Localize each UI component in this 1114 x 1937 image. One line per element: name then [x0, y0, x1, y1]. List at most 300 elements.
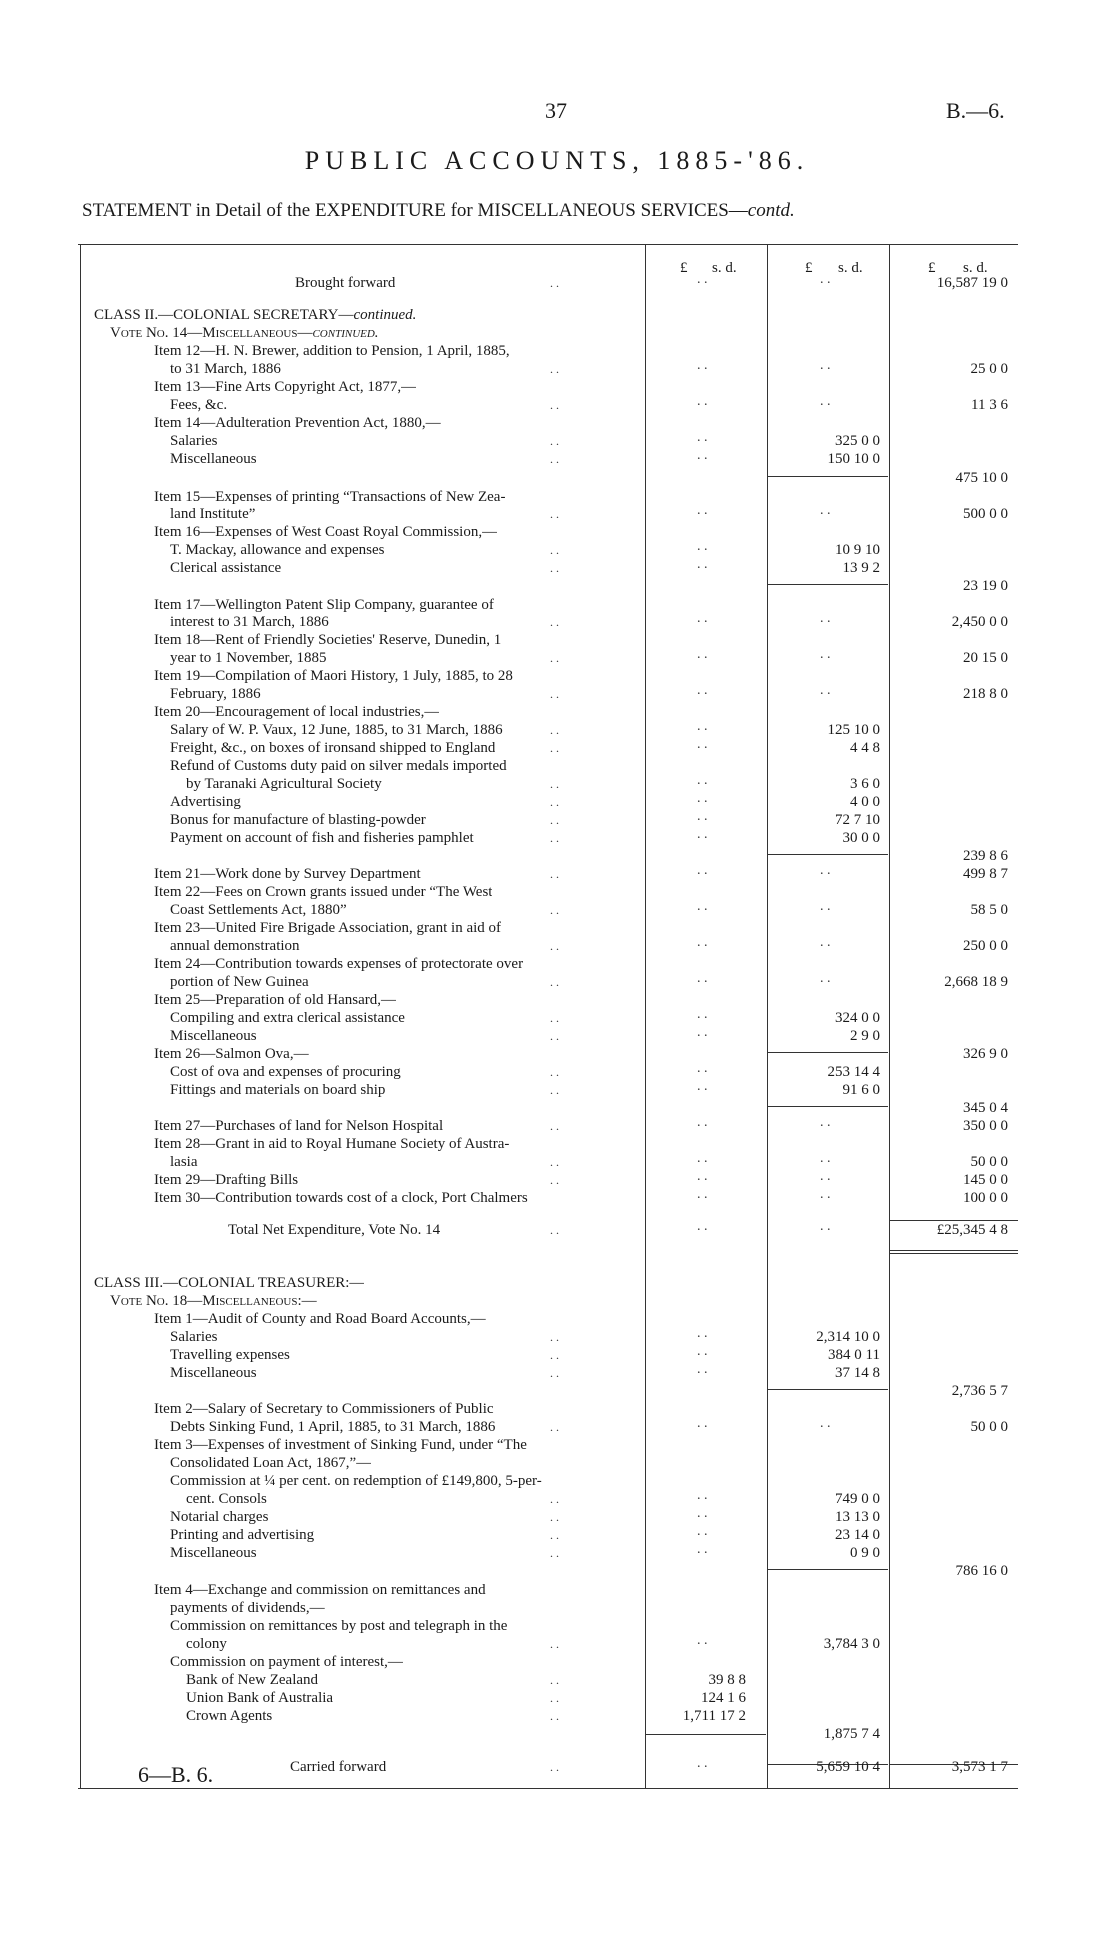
ledger-row	[80, 1117, 1020, 1135]
amount-col3: 2,736 5 7	[951, 1383, 1008, 1399]
row-text: Item 16—Expenses of West Coast Royal Commission,—	[154, 524, 498, 540]
row-text: Item 27—Purchases of land for Nelson Hospital	[154, 1118, 444, 1134]
ledger-row	[80, 1599, 1020, 1617]
col2-blank-marker: . .	[820, 1187, 831, 1202]
ledger-row	[80, 306, 1020, 324]
amount-col3: 58 5 0	[970, 902, 1008, 918]
col1-blank-marker: . .	[697, 611, 708, 626]
dot-leader: . .	[550, 1223, 559, 1237]
dot-leader: . .	[550, 362, 559, 376]
col1-blank-marker: . .	[697, 557, 708, 572]
ledger-row	[80, 901, 1020, 919]
amount-col2: 3 6 0	[850, 776, 880, 792]
row-text: Item 29—Drafting Bills	[154, 1172, 299, 1188]
ledger-row	[80, 1081, 1020, 1099]
ledger-row	[80, 1418, 1020, 1436]
row-description	[154, 1581, 486, 1599]
ledger-row	[80, 1027, 1020, 1045]
ledger-row	[80, 1171, 1020, 1189]
ledger-row	[80, 1653, 1020, 1671]
ledger-row	[80, 1617, 1020, 1635]
ledger-row	[80, 541, 1020, 559]
col2-blank-marker: . .	[820, 358, 831, 373]
row-text: Item 22—Fees on Crown grants issued under “The West	[154, 884, 493, 900]
row-description	[170, 505, 255, 523]
row-description	[170, 901, 347, 919]
ledger-row	[80, 991, 1020, 1009]
ledger-row	[80, 432, 1020, 450]
amount-col3: 11 3 6	[971, 397, 1008, 413]
dot-leader: . .	[550, 1510, 559, 1524]
amount-col2: 30 0 0	[842, 830, 880, 846]
ledger-row	[80, 883, 1020, 901]
col2-blank-marker: . .	[820, 683, 831, 698]
col1-blank-marker: . .	[697, 448, 708, 463]
col2-blank-marker: . .	[820, 863, 831, 878]
amount-col2: 3,784 3 0	[823, 1636, 880, 1652]
amount-col3: 20 15 0	[963, 650, 1008, 666]
row-text: Item 20—Encouragement of local industries,—	[154, 704, 440, 720]
row-description	[170, 649, 326, 667]
row-text: Miscellaneous	[170, 1545, 257, 1561]
ledger-row	[80, 811, 1020, 829]
amount-col3: 500 0 0	[963, 506, 1008, 522]
row-text: Fees, &c.	[170, 397, 228, 413]
row-description	[154, 378, 416, 396]
row-text: Union Bank of Australia	[186, 1690, 334, 1706]
row-description	[110, 1292, 317, 1310]
row-description	[170, 450, 257, 468]
row-text: Item 13—Fine Arts Copyright Act, 1877,—	[154, 379, 417, 395]
row-description	[170, 1063, 401, 1081]
row-text: Item 21—Work done by Survey Department	[154, 866, 421, 882]
ledger-row	[80, 721, 1020, 739]
ledger-row	[80, 685, 1020, 703]
row-text: Crown Agents	[186, 1708, 273, 1724]
ledger-row	[80, 450, 1020, 468]
ledger-row	[80, 919, 1020, 937]
col1-blank-marker: . .	[697, 935, 708, 950]
row-text: Payment on account of fish and fisheries pamphlet	[170, 830, 474, 846]
row-description	[110, 324, 379, 342]
col2-blank-marker: . .	[820, 1169, 831, 1184]
amount-col3: 16,587 19 0	[936, 275, 1008, 291]
dot-leader: . .	[550, 975, 559, 989]
dot-leader: . .	[550, 1492, 559, 1506]
row-description	[170, 1599, 325, 1617]
row-description	[170, 685, 261, 703]
table-bottom-rule	[78, 1788, 1018, 1789]
col1-blank-marker: . .	[697, 539, 708, 554]
page-title: PUBLIC ACCOUNTS, 1885-'86.	[304, 146, 810, 175]
amount-col2: 325 0 0	[835, 433, 880, 449]
col1-blank-marker: . .	[697, 827, 708, 842]
ledger-row	[80, 1436, 1020, 1454]
col1-blank-marker: . .	[697, 1025, 708, 1040]
dot-leader: . .	[550, 1673, 559, 1687]
ledger-row	[80, 973, 1020, 991]
dot-leader: . .	[550, 434, 559, 448]
ledger-row	[80, 1364, 1020, 1382]
row-description	[154, 1117, 443, 1135]
ledger-row	[80, 1758, 1020, 1776]
ledger-row	[80, 1562, 1020, 1580]
row-text: Item 24—Contribution towards expenses of protectorate over	[154, 956, 524, 972]
ledger-row	[80, 775, 1020, 793]
dot-leader: . .	[550, 1029, 559, 1043]
subtitle-main: STATEMENT in Detail of the EXPENDITURE for MISCELLANEOUS SERVICES—	[82, 200, 748, 221]
ledger-row	[80, 757, 1020, 775]
col1-blank-marker: . .	[697, 430, 708, 445]
dot-leader: . .	[550, 507, 559, 521]
dot-leader: . .	[550, 561, 559, 575]
amount-col2: 0 9 0	[850, 1545, 880, 1561]
row-text: Travelling expenses	[170, 1347, 290, 1363]
col2-blank-marker: . .	[820, 272, 831, 287]
col1-blank-marker: . .	[697, 1007, 708, 1022]
ledger-row	[80, 396, 1020, 414]
col2-blank-marker: . .	[820, 971, 831, 986]
amount-col2: 150 10 0	[827, 451, 880, 467]
row-text: to 31 March, 1886	[170, 361, 281, 377]
col2-blank-marker: . .	[820, 935, 831, 950]
col1-blank-marker: . .	[697, 1416, 708, 1431]
row-text: Cost of ova and expenses of procuring	[170, 1064, 401, 1080]
dot-leader: . .	[550, 276, 559, 290]
ledger-row	[80, 847, 1020, 865]
amount-col2: 91 6 0	[842, 1082, 880, 1098]
ledger-row	[80, 414, 1020, 432]
ledger-row	[80, 1382, 1020, 1400]
dot-leader: . .	[550, 452, 559, 466]
ledger-row	[80, 1063, 1020, 1081]
dot-leader: . .	[550, 651, 559, 665]
col1-blank-marker: . .	[697, 1187, 708, 1202]
amount-col3: 50 0 0	[970, 1154, 1008, 1170]
row-description	[154, 1310, 486, 1328]
col2-blank-marker: . .	[820, 647, 831, 662]
ledger-row	[80, 1508, 1020, 1526]
row-description	[170, 1653, 403, 1671]
row-text: cent. Consols	[186, 1491, 267, 1507]
row-text: Salary of W. P. Vaux, 12 June, 1885, to 31 March, 1886	[170, 722, 503, 738]
col1-sd-header: s. d.	[712, 260, 737, 276]
row-description	[170, 757, 507, 775]
row-italic-text: continued.	[353, 307, 417, 323]
row-description	[170, 793, 241, 811]
col1-blank-marker: . .	[697, 1169, 708, 1184]
row-description	[170, 1328, 217, 1346]
row-text: Item 17—Wellington Patent Slip Company, guarantee of	[154, 597, 494, 613]
ledger-row	[80, 360, 1020, 378]
col2-blank-marker: . .	[820, 1416, 831, 1431]
row-description	[170, 721, 503, 739]
col1-blank-marker: . .	[697, 1506, 708, 1521]
col1-blank-marker: . .	[697, 647, 708, 662]
col2-blank-marker: . .	[820, 1219, 831, 1234]
ledger-row	[80, 324, 1020, 342]
amount-col3: 50 0 0	[970, 1419, 1008, 1435]
ledger-row	[80, 274, 1020, 292]
amount-col3: 786 16 0	[955, 1563, 1008, 1579]
row-description	[170, 1526, 314, 1544]
row-text: Miscellaneous	[170, 1365, 257, 1381]
row-description	[154, 488, 505, 506]
amount-col2: 2 9 0	[850, 1028, 880, 1044]
col1-blank-marker: . .	[697, 1633, 708, 1648]
col1-blank-marker: . .	[697, 1326, 708, 1341]
amount-col3: 475 10 0	[955, 470, 1008, 486]
row-text: Salaries	[170, 433, 218, 449]
col1-blank-marker: . .	[697, 1219, 708, 1234]
row-description	[154, 596, 494, 614]
dot-leader: . .	[550, 398, 559, 412]
col1-blank-marker: . .	[697, 1151, 708, 1166]
col2-sd-header: s. d.	[838, 260, 863, 276]
row-text: Debts Sinking Fund, 1 April, 1885, to 31 March, 1886	[170, 1419, 496, 1435]
row-text: Advertising	[170, 794, 241, 810]
ledger-row	[80, 1310, 1020, 1328]
col1-pound-header: £	[680, 260, 688, 276]
ledger-row	[80, 649, 1020, 667]
row-text: Item 26—Salmon Ova,—	[154, 1046, 309, 1062]
row-text: Printing and advertising	[170, 1527, 315, 1543]
ledger-row	[80, 1221, 1020, 1239]
amount-col3: 3,573 1 7	[951, 1759, 1008, 1775]
ledger-row	[80, 1009, 1020, 1027]
row-description	[154, 523, 497, 541]
row-description	[170, 1472, 542, 1490]
ledger-row	[80, 559, 1020, 577]
row-description	[170, 829, 474, 847]
amount-col2: 324 0 0	[835, 1010, 880, 1026]
ledger-row	[80, 1189, 1020, 1207]
row-description	[170, 541, 385, 559]
amount-col2: 23 14 0	[835, 1527, 880, 1543]
dot-leader: . .	[550, 777, 559, 791]
row-description	[154, 955, 523, 973]
row-description	[170, 1346, 290, 1364]
amount-col2: 10 9 10	[835, 542, 880, 558]
ledger-row	[80, 1526, 1020, 1544]
row-text: Refund of Customs duty paid on silver medals imported	[170, 758, 507, 774]
row-description	[170, 1418, 495, 1436]
dot-leader: . .	[550, 1173, 559, 1187]
row-description	[290, 1758, 386, 1776]
row-description	[170, 1544, 257, 1562]
amount-col3: 145 0 0	[963, 1172, 1008, 1188]
row-description	[170, 937, 300, 955]
amount-col2: 4 0 0	[850, 794, 880, 810]
row-description	[170, 1081, 385, 1099]
amount-col2: 2,314 10 0	[816, 1329, 880, 1345]
row-description	[154, 883, 492, 901]
ledger-row	[80, 1635, 1020, 1653]
row-text: Item 4—Exchange and commission on remittances and	[154, 1582, 486, 1598]
row-description	[154, 919, 501, 937]
row-description	[154, 342, 510, 360]
dot-leader: . .	[550, 831, 559, 845]
ledger-row	[80, 488, 1020, 506]
col2-blank-marker: . .	[820, 1115, 831, 1130]
row-text: Compiling and extra clerical assistance	[170, 1010, 405, 1026]
ledger-row	[80, 1544, 1020, 1562]
col1-blank-marker: . .	[697, 773, 708, 788]
dot-leader: . .	[550, 1011, 559, 1025]
col1-blank-marker: . .	[697, 503, 708, 518]
amount-col2: 125 10 0	[827, 722, 880, 738]
row-text: Commission on remittances by post and telegraph in the	[170, 1618, 508, 1634]
amount-col2: 37 14 8	[835, 1365, 880, 1381]
col2-blank-marker: . .	[820, 611, 831, 626]
col1-blank-marker: . .	[697, 737, 708, 752]
row-description	[170, 973, 309, 991]
col1-blank-marker: . .	[697, 719, 708, 734]
dot-leader: . .	[550, 1637, 559, 1651]
dot-leader: . .	[550, 1528, 559, 1542]
dot-leader: . .	[550, 687, 559, 701]
table-top-rule	[78, 244, 1018, 245]
row-description	[154, 1400, 494, 1418]
document-reference: B.—6.	[946, 98, 1005, 123]
amount-col3: 250 0 0	[963, 938, 1008, 954]
ledger-row	[80, 378, 1020, 396]
ledger-row	[80, 577, 1020, 595]
col1-blank-marker: . .	[697, 358, 708, 373]
row-description	[170, 1009, 405, 1027]
ledger-row	[80, 955, 1020, 973]
col1-blank-marker: . .	[697, 1115, 708, 1130]
statement-subtitle	[82, 200, 795, 222]
amount-col3: 350 0 0	[963, 1118, 1008, 1134]
row-text: CLASS III.—COLONIAL TREASURER:—	[94, 1275, 365, 1291]
row-text: Notarial charges	[170, 1509, 269, 1525]
row-text: Miscellaneous	[170, 1028, 257, 1044]
ledger-row	[80, 865, 1020, 883]
col1-blank-marker: . .	[697, 272, 708, 287]
col1-blank-marker: . .	[697, 683, 708, 698]
row-text: interest to 31 March, 1886	[170, 614, 329, 630]
row-description	[186, 775, 382, 793]
col1-blank-marker: . .	[697, 1061, 708, 1076]
amount-col3: 100 0 0	[963, 1190, 1008, 1206]
amount-col2: 749 0 0	[835, 1491, 880, 1507]
row-description	[154, 1436, 527, 1454]
row-description	[170, 432, 217, 450]
ledger-row	[80, 739, 1020, 757]
ledger-row	[80, 703, 1020, 721]
row-description	[170, 1364, 257, 1382]
col3-pound-header: £	[928, 260, 936, 276]
row-text: Item 12—H. N. Brewer, addition to Pension, 1 April, 1885,	[154, 343, 510, 359]
col2-pound-header: £	[805, 260, 813, 276]
amount-col2: 1,875 7 4	[823, 1726, 880, 1742]
page-number: 37	[545, 98, 567, 123]
row-text: by Taranaki Agricultural Society	[186, 776, 382, 792]
dot-leader: . .	[550, 1760, 559, 1774]
page-signature: 6—B. 6.	[138, 1762, 214, 1787]
dot-leader: . .	[550, 1119, 559, 1133]
row-description	[170, 811, 426, 829]
amount-col3: 25 0 0	[970, 361, 1008, 377]
ledger-row	[80, 523, 1020, 541]
col1-blank-marker: . .	[697, 971, 708, 986]
row-text: Item 25—Preparation of old Hansard,—	[154, 992, 397, 1008]
row-text: Freight, &c., on boxes of ironsand shipped to England	[170, 740, 496, 756]
row-description	[94, 306, 416, 324]
row-description	[186, 1707, 272, 1725]
amount-col3: 23 19 0	[963, 578, 1008, 594]
total-rule	[890, 1253, 1018, 1254]
col2-blank-marker: . .	[820, 899, 831, 914]
dot-leader: . .	[550, 1155, 559, 1169]
row-text: Item 2—Salary of Secretary to Commissioners of Public	[154, 1401, 494, 1417]
ledger-row	[80, 596, 1020, 614]
row-text: Item 18—Rent of Friendly Societies' Reserve, Dunedin, 1	[154, 632, 502, 648]
row-text: Commission on payment of interest,—	[170, 1654, 403, 1670]
col1-blank-marker: . .	[697, 1079, 708, 1094]
row-text: land Institute”	[170, 506, 256, 522]
row-description	[170, 396, 227, 414]
row-description	[154, 1135, 509, 1153]
row-text: Item 1—Audit of County and Road Board Accounts,—	[154, 1311, 486, 1327]
dot-leader: . .	[550, 741, 559, 755]
col3-sd-header: s. d.	[963, 260, 988, 276]
dot-leader: . .	[550, 1546, 559, 1560]
row-description	[170, 360, 281, 378]
row-text: Brought forward	[295, 275, 396, 291]
row-text: T. Mackay, allowance and expenses	[170, 542, 385, 558]
amount-col2: 5,659 10 4	[816, 1759, 880, 1775]
amount-col1: 1,711 17 2	[682, 1708, 746, 1724]
row-text: Item 14—Adulteration Prevention Act, 1880,—	[154, 415, 441, 431]
ledger-row	[80, 1490, 1020, 1508]
ledger-row	[80, 829, 1020, 847]
col1-blank-marker: . .	[697, 791, 708, 806]
row-text: Commission at ¼ per cent. on redemption of £149,800, 5-per-	[170, 1473, 542, 1489]
ledger-row	[80, 469, 1020, 487]
amount-col3: 345 0 4	[963, 1100, 1008, 1116]
ledger-row	[80, 1346, 1020, 1364]
row-description	[170, 613, 329, 631]
dot-leader: . .	[550, 813, 559, 827]
dot-leader: . .	[550, 1366, 559, 1380]
row-text: Salaries	[170, 1329, 218, 1345]
col1-blank-marker: . .	[697, 1524, 708, 1539]
dot-leader: . .	[550, 795, 559, 809]
row-text: year to 1 November, 1885	[170, 650, 327, 666]
amount-col3: 326 9 0	[963, 1046, 1008, 1062]
col2-blank-marker: . .	[820, 503, 831, 518]
amount-col3: 2,450 0 0	[951, 614, 1008, 630]
row-text: Clerical assistance	[170, 560, 282, 576]
row-description	[170, 559, 281, 577]
row-description	[154, 1189, 528, 1207]
ledger-row	[80, 1707, 1020, 1725]
ledger-row	[80, 1472, 1020, 1490]
row-description	[154, 865, 421, 883]
row-description	[228, 1221, 440, 1239]
dot-leader: . .	[550, 1065, 559, 1079]
col1-blank-marker: . .	[697, 1362, 708, 1377]
ledger-row	[80, 505, 1020, 523]
row-description	[154, 991, 396, 1009]
row-description	[186, 1490, 267, 1508]
row-text: Item 3—Expenses of investment of Sinking Fund, under “The	[154, 1437, 527, 1453]
row-text: annual demonstration	[170, 938, 300, 954]
dot-leader: . .	[550, 939, 559, 953]
amount-col3: 239 8 6	[963, 848, 1008, 864]
